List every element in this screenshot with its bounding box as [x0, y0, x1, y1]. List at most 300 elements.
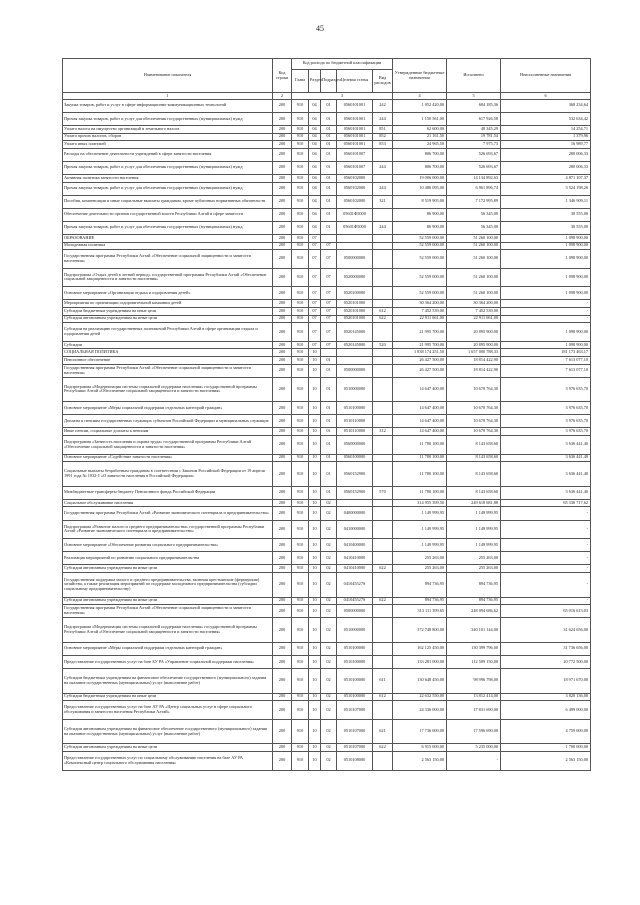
row-line-code: 200 [273, 341, 292, 349]
row-approved: 133 281 000,00 [393, 655, 447, 668]
row-name: Субсидии автономным учреждениям на иные цели [63, 315, 273, 323]
row-name: Государственная программа Республики Алтай «Обеспечение социальной защищенности и занятости населения» [63, 250, 273, 269]
row-line-code: 200 [273, 208, 292, 221]
row-target: 0410400000 [337, 539, 373, 552]
row-vid [373, 208, 393, 221]
table-row [63, 744, 591, 752]
row-podrazdel: 07 [321, 307, 337, 315]
row-unexecuted: 280 006,33 [501, 148, 591, 161]
table-row [63, 377, 591, 402]
row-target: 0560152900 [337, 486, 373, 499]
table-row [63, 125, 591, 133]
row-executed: 22 911 661,00 [447, 315, 501, 323]
row-razdel: 10 [309, 751, 321, 770]
row-glava: 910 [292, 693, 309, 701]
row-vid [373, 356, 393, 364]
row-executed: 13 812 414,00 [447, 693, 501, 701]
row-line-code: 200 [273, 499, 292, 507]
row-podrazdel: 02 [321, 642, 337, 655]
row-vid [373, 655, 393, 668]
row-unexecuted: 1 346 909,11 [501, 195, 591, 208]
row-target: 0510108000 [337, 751, 373, 770]
row-vid [373, 415, 393, 428]
row-name: Государственная программа Республики Алтай «Развитие экономического потенциала и предпринимательства» [63, 507, 273, 520]
row-podrazdel: 02 [321, 655, 337, 668]
row-target: 0500000000 [337, 364, 373, 377]
row-name: Уплата прочих налогов, сборов [63, 133, 273, 141]
row-approved: 255 263,00 [393, 565, 447, 573]
row-razdel: 10 [309, 454, 321, 462]
row-executed: 7 975,73 [447, 141, 501, 149]
row-unexecuted: 2 563 150,00 [501, 751, 591, 770]
header-name: Наименование показателя [63, 59, 273, 93]
row-podrazdel: 01 [321, 99, 337, 112]
row-glava: 910 [292, 141, 309, 149]
row-vid: 851 [373, 125, 393, 133]
row-glava: 910 [292, 287, 309, 300]
row-vid [373, 642, 393, 655]
row-name: Субсидии бюджетным учреждениям на иные цели [63, 693, 273, 701]
row-approved: 26 427 500,00 [393, 356, 447, 364]
row-line-code: 200 [273, 141, 292, 149]
row-vid: 852 [373, 133, 393, 141]
row-target: 0510107000 [337, 701, 373, 720]
row-name: Реализация мероприятий по развитию социального предпринимательства [63, 552, 273, 565]
row-line-code: 200 [273, 436, 292, 455]
row-approved: 52 559 000,00 [393, 242, 447, 250]
row-unexecuted: 1 700 000,00 [501, 744, 591, 752]
row-unexecuted: - [501, 572, 591, 597]
row-vid [373, 364, 393, 377]
row-podrazdel: 01 [321, 141, 337, 149]
row-unexecuted: - [501, 507, 591, 520]
table-row [63, 148, 591, 161]
row-glava: 910 [292, 507, 309, 520]
row-name: Подпрограмма «Модернизация системы социальной поддержки населения» государственной программы Республики Алтай «Обеспечение социальной защищенности и занятости населения» [63, 618, 273, 643]
row-razdel: 10 [309, 520, 321, 539]
row-executed: 340 101 144,00 [447, 618, 501, 643]
row-approved: 14 647 400,00 [393, 428, 447, 436]
row-approved: 1 149 999,95 [393, 539, 447, 552]
budget-execution-table [62, 58, 591, 771]
row-unexecuted: 1 098 900,00 [501, 250, 591, 269]
row-approved: 894 736,95 [393, 597, 447, 605]
row-executed: 894 736,95 [447, 597, 501, 605]
row-line-code: 200 [273, 112, 292, 125]
row-line-code: 200 [273, 597, 292, 605]
row-target: 0500000000 [337, 250, 373, 269]
row-approved: 1 052 420,00 [393, 99, 447, 112]
row-name: Субсидии бюджетным учреждениям на финансовое обеспечение государственного (муниципального) задания на оказание государственных (муниципальных) услуг (выполнение работ) [63, 669, 273, 694]
row-executed: 56 345,00 [447, 221, 501, 234]
row-razdel: 10 [309, 377, 321, 402]
row-razdel: 10 [309, 356, 321, 364]
row-unexecuted: 18 971 670,00 [501, 669, 591, 694]
row-target [337, 242, 373, 250]
row-line-code: 200 [273, 751, 292, 770]
row-vid [373, 402, 393, 415]
table-row [63, 552, 591, 565]
row-unexecuted: 6 499 000,00 [501, 701, 591, 720]
row-unexecuted: - [501, 565, 591, 573]
row-vid [373, 436, 393, 455]
row-line-code: 200 [273, 174, 292, 182]
row-name: Доплаты к пенсиям государственных служащих субъектов Российской Федерации и муниципальных служащих [63, 415, 273, 428]
row-executed: 255 263,00 [447, 565, 501, 573]
row-unexecuted: - [501, 315, 591, 323]
row-name: Субсидии автономным учреждениям на иные цели [63, 597, 273, 605]
row-vid [373, 349, 393, 357]
row-executed: 51 260 100,00 [447, 250, 501, 269]
row-podrazdel: 01 [321, 208, 337, 221]
row-glava: 910 [292, 307, 309, 315]
row-vid [373, 454, 393, 462]
row-razdel: 10 [309, 701, 321, 720]
row-approved: 130 648 450,00 [393, 669, 447, 694]
table-row [63, 539, 591, 552]
row-razdel: 10 [309, 605, 321, 618]
row-name: Подпрограмма «Модернизация системы социальной поддержки населения» государственной программы Республики Алтай «Обеспечение социальной защищенности и занятости населения» [63, 377, 273, 402]
row-unexecuted: 3 976 635,70 [501, 428, 591, 436]
row-podrazdel: 01 [321, 415, 337, 428]
row-glava: 910 [292, 415, 309, 428]
row-glava: 910 [292, 669, 309, 694]
row-unexecuted: - [501, 520, 591, 539]
row-podrazdel: 02 [321, 751, 337, 770]
row-unexecuted: 3 524 198,26 [501, 182, 591, 195]
row-vid: 622 [373, 744, 393, 752]
row-unexecuted: 30 555,00 [501, 221, 591, 234]
row-target: 0560102000 [337, 182, 373, 195]
row-podrazdel: 01 [321, 174, 337, 182]
row-line-code: 200 [273, 315, 292, 323]
row-executed: 249 618 681,88 [447, 499, 501, 507]
row-unexecuted: 1 098 900,00 [501, 242, 591, 250]
row-vid: 570 [373, 486, 393, 499]
row-unexecuted: - [501, 307, 591, 315]
row-glava: 910 [292, 161, 309, 174]
row-executed: 1 149 999,95 [447, 539, 501, 552]
row-unexecuted: 181 173 463,17 [501, 349, 591, 357]
row-name: Расходы на обеспечение деятельности учреждений в сфере занятости населения [63, 148, 273, 161]
row-vid: 622 [373, 597, 393, 605]
row-target: 0500000000 [337, 605, 373, 618]
row-vid [373, 377, 393, 402]
row-target: 0510100000 [337, 693, 373, 701]
row-podrazdel: 02 [321, 499, 337, 507]
row-unexecuted: 1 098 900,00 [501, 234, 591, 242]
row-executed: 248 094 686,62 [447, 605, 501, 618]
row-target [337, 234, 373, 242]
row-razdel: 10 [309, 572, 321, 597]
colnum-6: 6 [501, 93, 591, 100]
row-approved: 1 838 174 251,50 [393, 349, 447, 357]
row-executed: 684 185,36 [447, 99, 501, 112]
colnum-5: 5 [447, 93, 501, 100]
row-razdel: 04 [309, 133, 321, 141]
row-line-code: 200 [273, 669, 292, 694]
row-approved: 1 149 999,95 [393, 507, 447, 520]
row-razdel: 10 [309, 669, 321, 694]
row-line-code: 200 [273, 234, 292, 242]
row-target [337, 349, 373, 357]
row-line-code: 200 [273, 268, 292, 287]
row-razdel: 07 [309, 300, 321, 308]
row-approved: 86 900,00 [393, 208, 447, 221]
row-razdel: 10 [309, 565, 321, 573]
table-row [63, 161, 591, 174]
table-row [63, 307, 591, 315]
row-target: 0510100000 [337, 402, 373, 415]
row-executed: 30 364 200,00 [447, 300, 501, 308]
row-podrazdel: 01 [321, 428, 337, 436]
table-row [63, 572, 591, 597]
row-target: 0510110000 [337, 415, 373, 428]
row-razdel: 04 [309, 208, 321, 221]
row-podrazdel: 01 [321, 221, 337, 234]
row-approved: 8 519 905,00 [393, 195, 447, 208]
table-row [63, 597, 591, 605]
row-vid: 622 [373, 315, 393, 323]
table-row [63, 268, 591, 287]
row-line-code: 200 [273, 161, 292, 174]
row-name: Обеспечение деятельности органов государственной власти Республики Алтай в сфере занятости [63, 208, 273, 221]
row-executed: 17 596 690,00 [447, 719, 501, 744]
row-name: Социальные выплаты безработным гражданам в соответствии с Законом Российской Федерации от 19 апреля 1991 года № 1032-1 «О занятости населения в Российской Федерации» [63, 462, 273, 487]
row-vid [373, 618, 393, 643]
row-unexecuted: - [501, 597, 591, 605]
row-name: Основное мероприятие «Содействие занятости населения» [63, 454, 273, 462]
row-approved: 24 336 000,00 [393, 701, 447, 720]
row-glava: 910 [292, 174, 309, 182]
row-line-code: 200 [273, 539, 292, 552]
row-executed: 526 693,67 [447, 148, 501, 161]
row-name: Субсидии автономным учреждениям на иные цели [63, 744, 273, 752]
row-line-code: 200 [273, 300, 292, 308]
row-podrazdel: 02 [321, 693, 337, 701]
row-approved: 894 736,95 [393, 572, 447, 597]
row-unexecuted: 3 976 635,70 [501, 415, 591, 428]
row-name: Субсидии [63, 341, 273, 349]
row-vid: 520 [373, 341, 393, 349]
table-row [63, 234, 591, 242]
row-target [337, 356, 373, 364]
row-podrazdel: 01 [321, 161, 337, 174]
row-podrazdel: 01 [321, 462, 337, 487]
row-vid: 611 [373, 669, 393, 694]
row-glava: 910 [292, 315, 309, 323]
row-name: Основное мероприятие «Организация отдыха и оздоровления детей» [63, 287, 273, 300]
table-row [63, 642, 591, 655]
row-line-code: 200 [273, 462, 292, 487]
row-line-code: 200 [273, 364, 292, 377]
row-unexecuted: - [501, 539, 591, 552]
row-name: Субсидии на реализацию государственных полномочий Республики Алтай в сфере организации отдыха и оздоровления детей [63, 323, 273, 342]
row-executed: 1 149 999,95 [447, 507, 501, 520]
row-razdel: 07 [309, 268, 321, 287]
row-name: Предоставление государственных услуг на базе АУ РА «Центр социальных услуг в сфере социального обслуживания и занятости населения Республики Алтай» [63, 701, 273, 720]
row-line-code: 200 [273, 182, 292, 195]
row-line-code: 200 [273, 349, 292, 357]
row-unexecuted: 1 379,96 [501, 133, 591, 141]
table-row [63, 323, 591, 342]
row-name: Государственная поддержка малого и среднего предпринимательства, включая крестьянские (фермерские) хозяйства, а также реализация мероприятий по поддержке молодежного предпринимательства (субсидии социальному предпринимательству) [63, 572, 273, 597]
row-approved: 11 780 100,00 [393, 454, 447, 462]
colnum-3: 3 [292, 93, 393, 100]
table-row [63, 112, 591, 125]
row-glava: 910 [292, 402, 309, 415]
row-unexecuted: 16 989,77 [501, 141, 591, 149]
table-row [63, 605, 591, 618]
row-podrazdel: 02 [321, 572, 337, 597]
row-glava: 910 [292, 341, 309, 349]
row-name: Основное мероприятие «Меры социальной поддержки отдельных категорий граждан» [63, 402, 273, 415]
row-razdel: 04 [309, 125, 321, 133]
row-glava: 910 [292, 436, 309, 455]
row-approved: 10 486 095,00 [393, 182, 447, 195]
row-approved: 26 427 500,00 [393, 364, 447, 377]
row-line-code: 200 [273, 133, 292, 141]
table-row [63, 618, 591, 643]
row-glava: 910 [292, 349, 309, 357]
row-podrazdel: 01 [321, 195, 337, 208]
row-razdel: 10 [309, 693, 321, 701]
table-row [63, 195, 591, 208]
table-row [63, 520, 591, 539]
table-row [63, 341, 591, 349]
row-name: Прочая закупка товаров, работ и услуг для обеспечения государственных (муниципальных) нужд [63, 182, 273, 195]
row-approved: 7 452 539,00 [393, 307, 447, 315]
row-razdel: 07 [309, 307, 321, 315]
row-name: ОБРАЗОВАНИЕ [63, 234, 273, 242]
row-line-code: 200 [273, 323, 292, 342]
row-name: Прочая закупка товаров, работ и услуг для обеспечения государственных (муниципальных) нужд [63, 112, 273, 125]
row-line-code: 200 [273, 356, 292, 364]
row-razdel: 07 [309, 242, 321, 250]
row-target: 05601Ф5000 [337, 208, 373, 221]
row-razdel: 04 [309, 112, 321, 125]
row-line-code: 200 [273, 605, 292, 618]
row-name: Закупка товаров, работ и услуг в сфере информационно-коммуникационных технологий [63, 99, 273, 112]
row-vid [373, 174, 393, 182]
row-vid: 244 [373, 112, 393, 125]
row-razdel: 10 [309, 499, 321, 507]
table-row [63, 415, 591, 428]
row-target: 0560101001 [337, 133, 373, 141]
row-glava: 910 [292, 268, 309, 287]
row-razdel: 10 [309, 642, 321, 655]
row-target: 0410410000 [337, 565, 373, 573]
table-row [63, 507, 591, 520]
row-target: 05601Ф5000 [337, 221, 373, 234]
row-target: 0560102000 [337, 195, 373, 208]
row-executed: 98 996 798,00 [447, 669, 501, 694]
row-approved: 14 647 400,00 [393, 415, 447, 428]
header-approved: Утвержденные бюджетные назначения [393, 59, 447, 93]
row-razdel: 10 [309, 744, 321, 752]
row-approved: 52 559 000,00 [393, 250, 447, 269]
row-approved: 162 125 450,00 [393, 642, 447, 655]
row-vid: 312 [373, 428, 393, 436]
row-glava: 910 [292, 133, 309, 141]
row-razdel: 07 [309, 250, 321, 269]
row-podrazdel: 02 [321, 552, 337, 565]
row-podrazdel: 07 [321, 268, 337, 287]
row-razdel: 10 [309, 618, 321, 643]
row-approved: 11 780 100,00 [393, 436, 447, 455]
row-name: Подпрограмма «Отдых детей в летний период» государственной программы Республики Алтай «Обеспечение социальной защищенности и занятости населения» [63, 268, 273, 287]
row-executed: 255 263,00 [447, 552, 501, 565]
row-razdel: 10 [309, 486, 321, 499]
table-row [63, 133, 591, 141]
row-unexecuted: - [501, 552, 591, 565]
row-target: 0510100000 [337, 655, 373, 668]
row-target: 0560101001 [337, 141, 373, 149]
table-body [63, 99, 591, 770]
row-name: Иные пенсии, социальные доплаты к пенсиям [63, 428, 273, 436]
row-name: Уплата налога на имущество организаций и земельного налога [63, 125, 273, 133]
row-name: Предоставление государственных услуг на базе БУ РА «Управление социальной поддержки населения» [63, 655, 273, 668]
row-unexecuted: 65 016 613,03 [501, 605, 591, 618]
row-vid [373, 539, 393, 552]
row-approved: 2 563 150,00 [393, 751, 447, 770]
row-line-code: 200 [273, 402, 292, 415]
row-line-code: 200 [273, 719, 292, 744]
row-glava: 910 [292, 234, 309, 242]
row-approved: 24 965,50 [393, 141, 447, 149]
row-executed: 51 260 100,00 [447, 234, 501, 242]
row-glava: 910 [292, 751, 309, 770]
row-target: 0520101000 [337, 315, 373, 323]
table-row [63, 693, 591, 701]
row-vid [373, 323, 393, 342]
row-vid: 321 [373, 195, 393, 208]
row-approved: 22 911 661,00 [393, 315, 447, 323]
row-unexecuted: 31 624 656,00 [501, 618, 591, 643]
row-unexecuted: 20 772 500,00 [501, 655, 591, 668]
row-glava: 910 [292, 499, 309, 507]
row-executed: 6 961 896,74 [447, 182, 501, 195]
row-approved: 11 780 100,00 [393, 462, 447, 487]
row-executed: 20 895 900,00 [447, 323, 501, 342]
row-line-code: 200 [273, 428, 292, 436]
row-unexecuted: 3 976 635,70 [501, 377, 591, 402]
row-approved: 52 559 000,00 [393, 287, 447, 300]
row-target: 0510107000 [337, 744, 373, 752]
row-podrazdel: 01 [321, 182, 337, 195]
row-glava: 910 [292, 618, 309, 643]
row-target: 0510100000 [337, 669, 373, 694]
row-vid [373, 605, 393, 618]
row-glava: 910 [292, 572, 309, 597]
row-unexecuted: - [501, 300, 591, 308]
row-glava: 910 [292, 428, 309, 436]
row-name: Подпрограмма «Развитие малого и среднего предпринимательства» государственной программы Республики Алтай «Развитие экономического потенциала и предпринимательства» [63, 520, 273, 539]
header-glava: Глава [292, 69, 309, 93]
table-row [63, 655, 591, 668]
row-glava: 910 [292, 99, 309, 112]
table-row [63, 669, 591, 694]
row-razdel: 07 [309, 287, 321, 300]
row-vid [373, 507, 393, 520]
row-glava: 910 [292, 701, 309, 720]
row-name: Пенсионное обеспечение [63, 356, 273, 364]
row-name: Предоставление государственных услуг по социальному обслуживанию населения на базе АУ РА «Комплексный центр социального обслуживания населения» [63, 751, 273, 770]
row-vid [373, 552, 393, 565]
row-executed: 18 814 422,90 [447, 356, 501, 364]
row-unexecuted: 14 254,71 [501, 125, 591, 133]
row-name: Пособия, компенсации и иные социальные выплаты гражданам, кроме публичных нормативных обязательств [63, 195, 273, 208]
